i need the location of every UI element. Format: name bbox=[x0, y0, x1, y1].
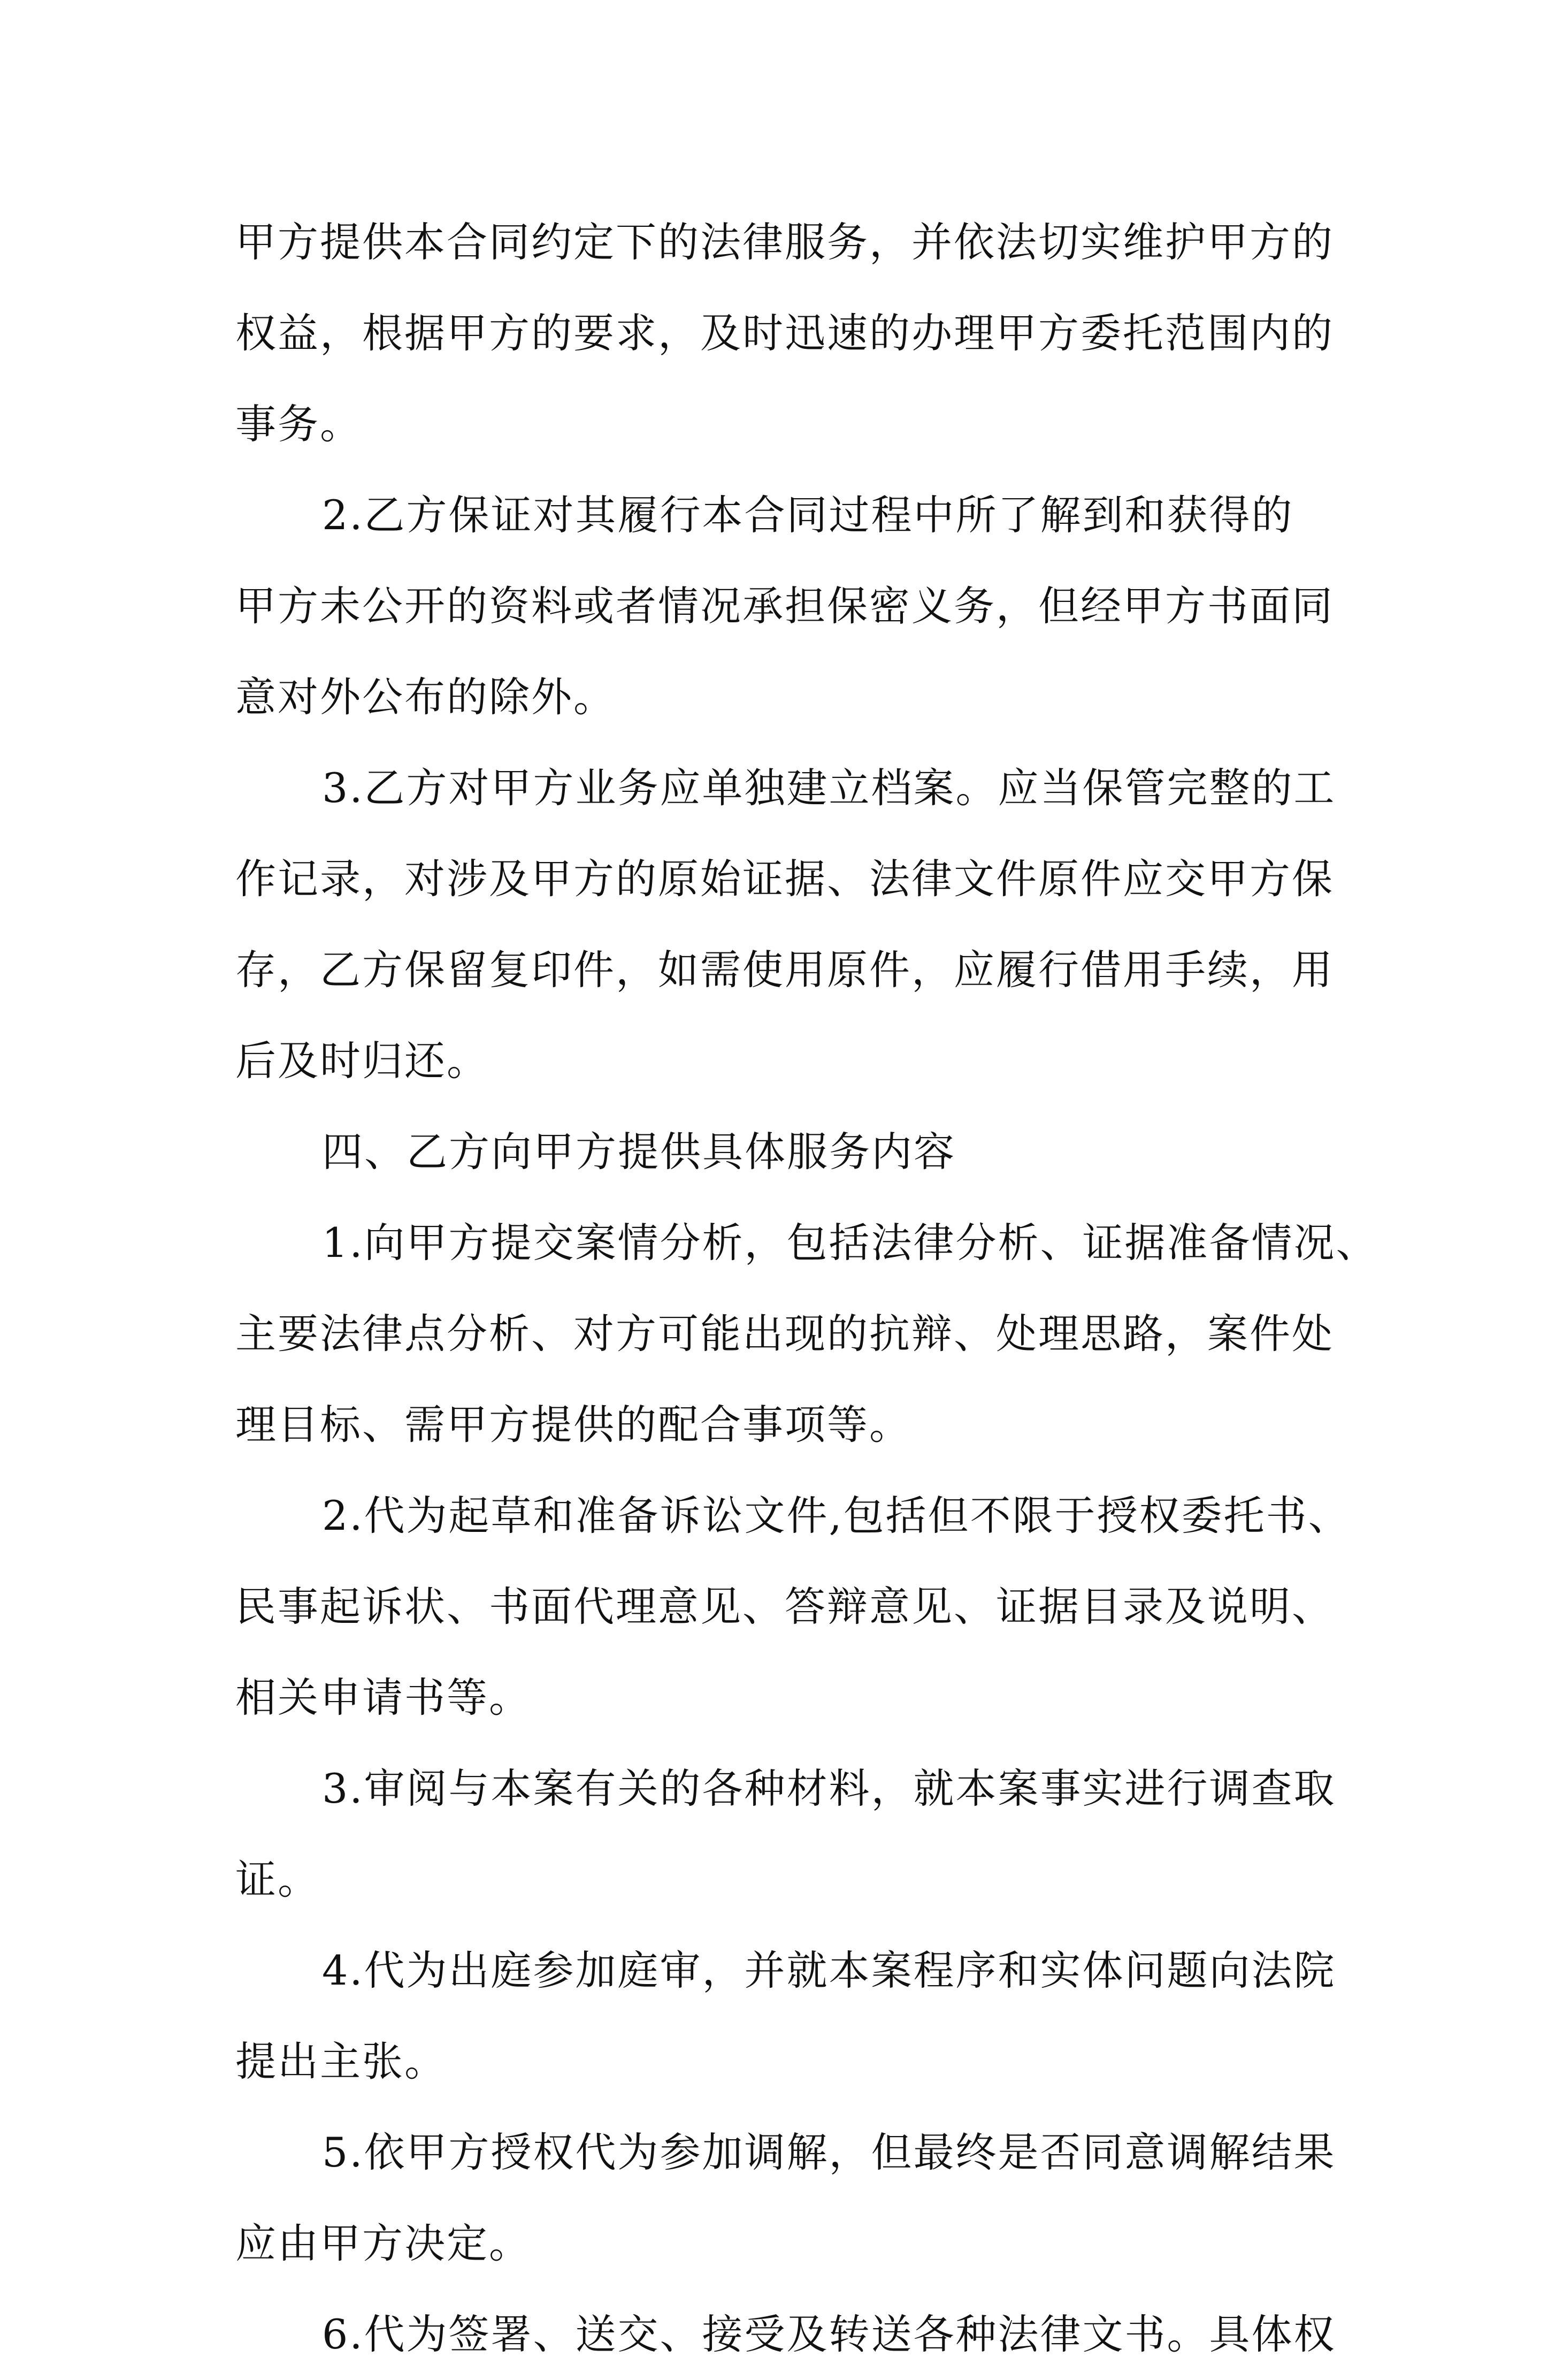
text-line: 6.代为签署、送交、接受及转送各种法律文书。具体权 bbox=[322, 2310, 1336, 2358]
text-line: 后及时归还。 bbox=[235, 1037, 489, 1085]
text-line: 相关申请书等。 bbox=[235, 1674, 531, 1721]
text-line: 3.审阅与本案有关的各种材料，就本案事实进行调查取 bbox=[322, 1765, 1336, 1812]
text-line: 事务。 bbox=[235, 400, 362, 448]
text-line: 四、乙方向甲方提供具体服务内容 bbox=[322, 1128, 956, 1176]
text-line: 意对外公布的除外。 bbox=[235, 673, 616, 721]
text-line: 权益，根据甲方的要求，及时迅速的办理甲方委托范围内的 bbox=[235, 309, 1334, 357]
text-line: 存，乙方保留复印件，如需使用原件，应履行借用手续，用 bbox=[235, 946, 1334, 994]
text-line: 应由甲方决定。 bbox=[235, 2219, 531, 2267]
text-line: 证。 bbox=[235, 1856, 320, 1903]
text-line: 主要法律点分析、对方可能出现的抗辩、处理思路，案件处 bbox=[235, 1310, 1334, 1357]
text-line: 1.向甲方提交案情分析，包括法律分析、证据准备情况、 bbox=[322, 1219, 1378, 1267]
text-line: 3.乙方对甲方业务应单独建立档案。应当保管完整的工 bbox=[322, 764, 1336, 812]
text-line: 作记录，对涉及甲方的原始证据、法律文件原件应交甲方保 bbox=[235, 855, 1334, 903]
text-line: 甲方未公开的资料或者情况承担保密义务，但经甲方书面同 bbox=[235, 582, 1334, 630]
text-line: 4.代为出庭参加庭审，并就本案程序和实体问题向法院 bbox=[322, 1947, 1336, 1994]
text-line: 民事起诉状、书面代理意见、答辩意见、证据目录及说明、 bbox=[235, 1583, 1334, 1630]
text-line: 5.依甲方授权代为参加调解，但最终是否同意调解结果 bbox=[322, 2129, 1336, 2176]
text-line: 2.乙方保证对其履行本合同过程中所了解到和获得的 bbox=[322, 491, 1294, 539]
document-body bbox=[235, 197, 1378, 2380]
text-line: 提出主张。 bbox=[235, 2038, 447, 2085]
text-line: 2.代为起草和准备诉讼文件,包括但不限于授权委托书、 bbox=[322, 1492, 1351, 1539]
text-line: 甲方提供本合同约定下的法律服务，并依法切实维护甲方的 bbox=[235, 218, 1334, 266]
text-line: 理目标、需甲方提供的配合事项等。 bbox=[235, 1401, 911, 1448]
